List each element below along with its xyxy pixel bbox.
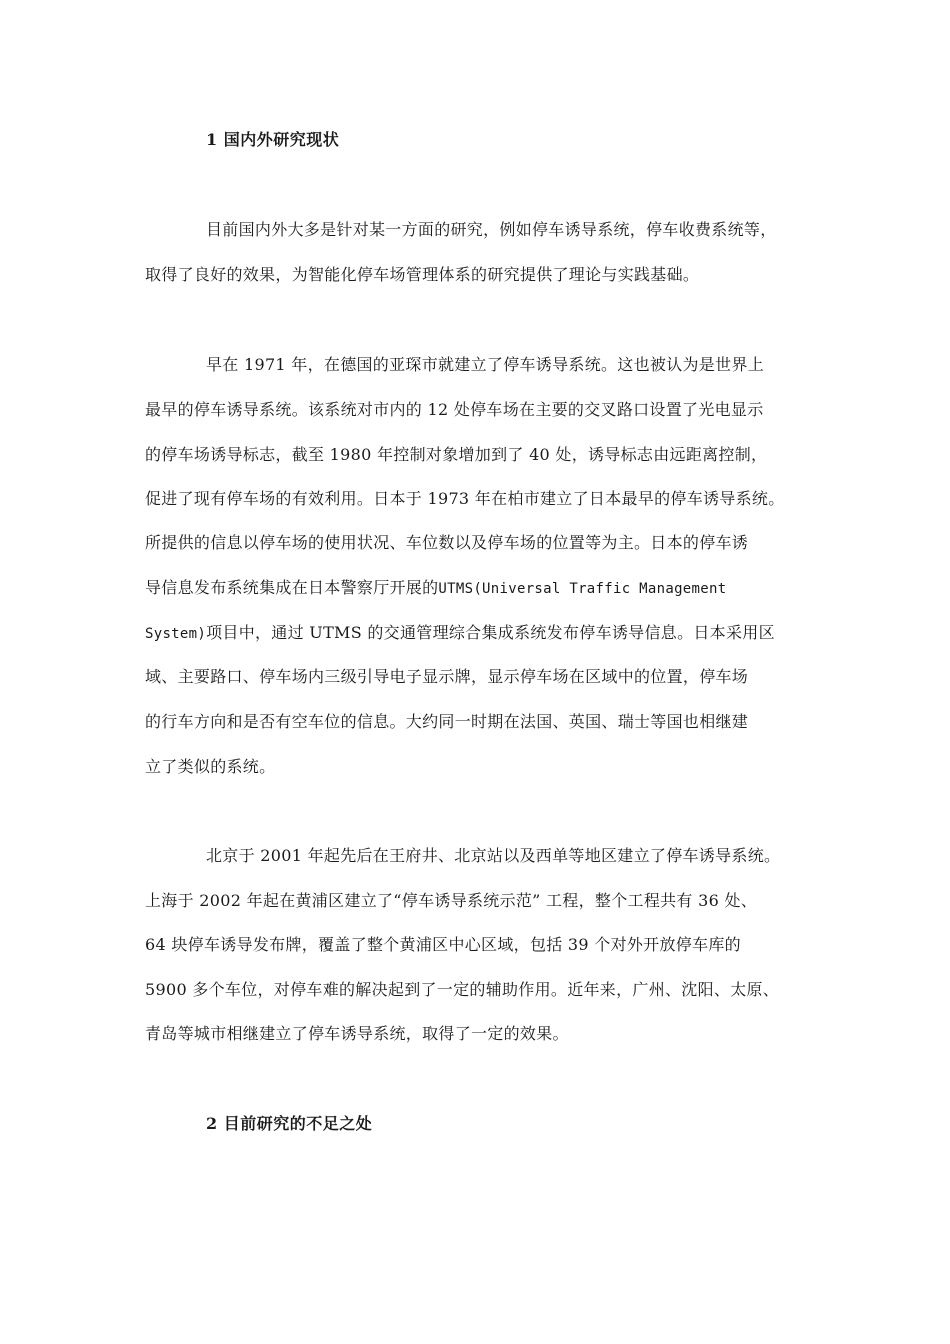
- paragraph-1-line-1: 目前国内外大多是针对某一方面的研究，例如停车诱导系统，停车收费系统等，: [206, 220, 777, 239]
- paragraph-3-line-2: 上海于 2002 年起在黄浦区建立了“停车诱导系统示范” 工程，整个工程共有 36 处、: [145, 891, 758, 910]
- section-heading-1: 1 国内外研究现状: [206, 130, 340, 149]
- paragraph-2-line-7: [145, 620, 775, 643]
- paragraph-2-line-3: 的停车场诱导标志，截至 1980 年控制对象增加到了 40 处，诱导标志由远距离控制，: [145, 445, 768, 464]
- paragraph-3-line-4: 5900 多个车位，对停车难的解决起到了一定的辅助作用。近年来，广州、沈阳、太原、: [145, 980, 780, 999]
- utms-term: UTMS(Universal Traffic Management: [438, 581, 727, 597]
- paragraph-2-line-5: 所提供的信息以停车场的使用状况、车位数以及停车场的位置等为主。日本的停车诱: [145, 533, 749, 552]
- paragraph-2-line-4: 促进了现有停车场的有效利用。日本于 1973 年在柏市建立了日本最早的停车诱导系统。: [145, 489, 785, 508]
- paragraph-3-line-1: 北京于 2001 年起先后在王府井、北京站以及西单等地区建立了停车诱导系统。: [206, 846, 781, 865]
- paragraph-3-line-3: 64 块停车诱导发布牌，覆盖了整个黄浦区中心区域，包括 39 个对外开放停车库的: [145, 935, 741, 954]
- paragraph-2-line-9: 的行车方向和是否有空车位的信息。大约同一时期在法国、英国、瑞士等国也相继建: [145, 712, 749, 731]
- paragraph-2-line-2: 最早的停车诱导系统。该系统对市内的 12 处停车场在主要的交叉路口设置了光电显示: [145, 400, 764, 419]
- paragraph-2-line-7-text: 项目中，通过 UTMS 的交通管理综合集成系统发布停车诱导信息。日本采用区: [206, 623, 775, 642]
- paragraph-2-line-6: [145, 575, 726, 598]
- paragraph-2-line-6-text: 导信息发布系统集成在日本警察厅开展的: [145, 578, 439, 597]
- paragraph-2-line-1: 早在 1971 年，在德国的亚琛市就建立了停车诱导系统。这也被认为是世界上: [206, 355, 764, 374]
- paragraph-3-line-5: 青岛等城市相继建立了停车诱导系统，取得了一定的效果。: [145, 1024, 569, 1043]
- paragraph-1-line-2: 取得了良好的效果，为智能化停车场管理体系的研究提供了理论与实践基础。: [145, 265, 700, 284]
- system-term: System): [145, 626, 207, 642]
- paragraph-2-line-8: 域、主要路口、停车场内三级引导电子显示牌，显示停车场在区域中的位置，停车场: [145, 667, 749, 686]
- paragraph-2-line-10: 立了类似的系统。: [145, 757, 276, 776]
- section-heading-2: 2 目前研究的不足之处: [206, 1114, 373, 1133]
